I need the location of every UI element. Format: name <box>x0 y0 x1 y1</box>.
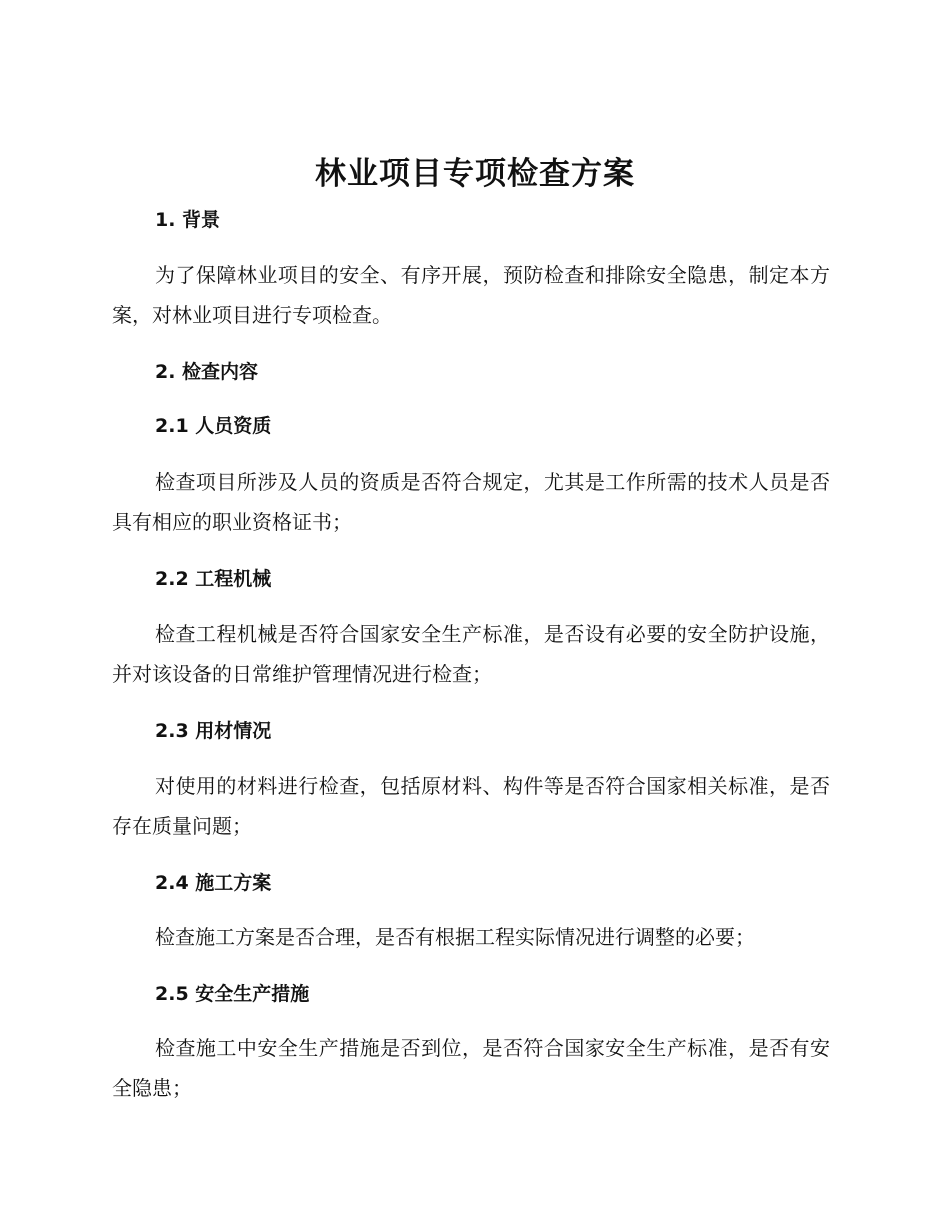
section-paragraph-background: 为了保障林业项目的安全、有序开展，预防检查和排除安全隐患，制定本方案，对林业项目进行专项检查。 <box>112 263 830 327</box>
section-heading-background: 1. 背景 <box>155 209 221 231</box>
section-heading-engineering-machinery: 2.2 工程机械 <box>155 568 272 590</box>
section-paragraph-construction-plan: 检查施工方案是否合理，是否有根据工程实际情况进行调整的必要； <box>155 925 755 949</box>
section-heading-safety-measures: 2.5 安全生产措施 <box>155 983 310 1005</box>
section-heading-inspection-content: 2. 检查内容 <box>155 361 259 383</box>
section-heading-construction-plan: 2.4 施工方案 <box>155 872 272 894</box>
section-heading-materials: 2.3 用材情况 <box>155 720 272 742</box>
section-paragraph-engineering-machinery: 检查工程机械是否符合国家安全生产标准，是否设有必要的安全防护设施，并对该设备的日常维护管理情况进行检查； <box>112 622 830 686</box>
document-title: 林业项目专项检查方案 <box>315 156 635 192</box>
section-paragraph-materials: 对使用的材料进行检查，包括原材料、构件等是否符合国家相关标准，是否存在质量问题； <box>112 774 830 838</box>
section-paragraph-personnel-qualification: 检查项目所涉及人员的资质是否符合规定，尤其是工作所需的技术人员是否具有相应的职业资格证书； <box>112 470 830 534</box>
section-heading-personnel-qualification: 2.1 人员资质 <box>155 415 272 437</box>
section-paragraph-safety-measures: 检查施工中安全生产措施是否到位，是否符合国家安全生产标准，是否有安全隐患； <box>112 1036 830 1100</box>
